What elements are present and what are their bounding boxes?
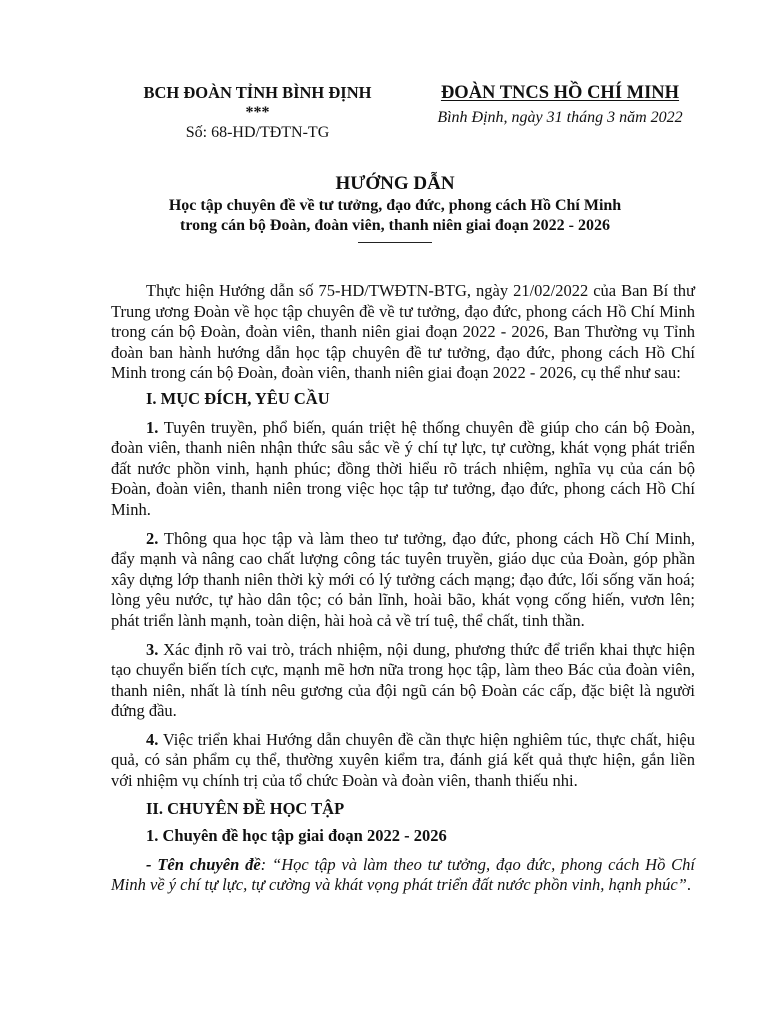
document-title: HƯỚNG DẪN (335, 173, 455, 194)
document-body (111, 281, 695, 896)
item-text: Thông qua học tập và làm theo tư tưởng, đạo đức, phong cách Hồ Chí Minh, đẩy mạnh và nâng cao chất lượng công tác tuyên truyền, giáo dục của Đoàn, góp phần xây dựng lớp thanh niên thời kỳ mới có lý tưởng cách mạng; đạo đức, lối sống văn hoá; lòng yêu nước, tự hào dân tộc; có bản lĩnh, hoài bão, khát vọng cống hiến, vươn lên; phát triển lành mạnh, toàn diện, hài hoà cả về trí tuệ, thể chất, tinh thần. (111, 528, 695, 630)
topic-paragraph (111, 855, 695, 896)
topic-text: “Học tập và làm theo tư tưởng, đạo đức, phong cách Hồ Chí Minh về ý chí tự lực, tự cường và khát vọng phát triển đất nước phồn vinh, hạnh phúc” (111, 854, 695, 895)
title-divider (358, 242, 432, 243)
document-number: Số: 68-HD/TĐTN-TG (185, 124, 330, 141)
section-1-item (111, 529, 695, 632)
item-number: 1. (146, 417, 159, 437)
item-number: 3. (146, 639, 159, 659)
item-number: 4. (146, 729, 159, 749)
item-number: 2. (146, 528, 159, 548)
section-2-subheading: 1. Chuyên đề học tập giai đoạn 2022 - 2026 (146, 826, 447, 846)
organization-name: ĐOÀN TNCS HỒ CHÍ MINH (440, 83, 680, 103)
topic-end: . (686, 875, 691, 895)
issuer-org: BCH ĐOÀN TỈNH BÌNH ĐỊNH (143, 83, 372, 102)
section-1-item (111, 730, 695, 792)
document-title-block (100, 172, 690, 243)
section-1-heading: I. MỤC ĐÍCH, YÊU CẦU (146, 388, 330, 408)
document-subtitle-line-2: trong cán bộ Đoàn, đoàn viên, thanh niên giai đoạn 2022 - 2026 (179, 217, 610, 234)
document-date: Bình Định, ngày 31 tháng 3 năm 2022 (437, 109, 683, 126)
section-1-item (111, 418, 695, 521)
section-1-item (111, 640, 695, 722)
item-text: Tuyên truyền, phổ biến, quán triệt hệ thống chuyên đề giúp cho cán bộ Đoàn, đoàn viên, thanh niên nhận thức sâu sắc về ý chí tự lực, tự cường, khát vọng phát triển đất nước phồn vinh, hạnh phúc; đồng thời hiểu rõ trách nhiệm, nghĩa vụ của cán bộ Đoàn, đoàn viên, thanh niên trong việc học tập tư tưởng, đạo đức, phong cách Hồ Chí Minh. (111, 417, 695, 519)
intro-paragraph: Thực hiện Hướng dẫn số 75-HD/TWĐTN-BTG, ngày 21/02/2022 của Ban Bí thư Trung ương Đoàn về học tập chuyên đề về tư tưởng, đạo đức, phong cách Hồ Chí Minh trong cán bộ Đoàn, đoàn viên, thanh niên giai đoạn 2022 - 2026, Ban Thường vụ Tỉnh đoàn ban hành hướng dẫn học tập chuyên đề tư tưởng, đạo đức, phong cách Hồ Chí Minh trong cán bộ Đoàn, đoàn viên, thanh niên giai đoạn 2022 - 2026, cụ thể như sau: (111, 281, 695, 383)
issuer-block (110, 82, 405, 144)
document-subtitle-line-1: Học tập chuyên đề về tư tưởng, đạo đức, phong cách Hồ Chí Minh (168, 197, 622, 214)
organization-block (405, 82, 715, 129)
topic-label: - Tên chuyên đề (146, 854, 261, 874)
section-2-heading: II. CHUYÊN ĐỀ HỌC TẬP (146, 798, 345, 818)
issuer-stars: *** (245, 104, 270, 121)
topic-colon: : (260, 854, 273, 874)
item-text: Việc triển khai Hướng dẫn chuyên đề cần thực hiện nghiêm túc, thực chất, hiệu quả, có sản phẩm cụ thể, thường xuyên kiểm tra, đánh giá kết quả thực hiện, gắn liền với nhiệm vụ chính trị của tổ chức Đoàn và đoàn viên, thanh thiếu nhi. (111, 729, 695, 791)
item-text: Xác định rõ vai trò, trách nhiệm, nội dung, phương thức để triển khai thực hiện tạo chuyển biến tích cực, mạnh mẽ hơn nữa trong học tập, làm theo Bác của đoàn viên, thanh niên, nhất là tính nêu gương của đội ngũ cán bộ Đoàn các cấp, đặc biệt là người đứng đầu. (111, 639, 695, 721)
